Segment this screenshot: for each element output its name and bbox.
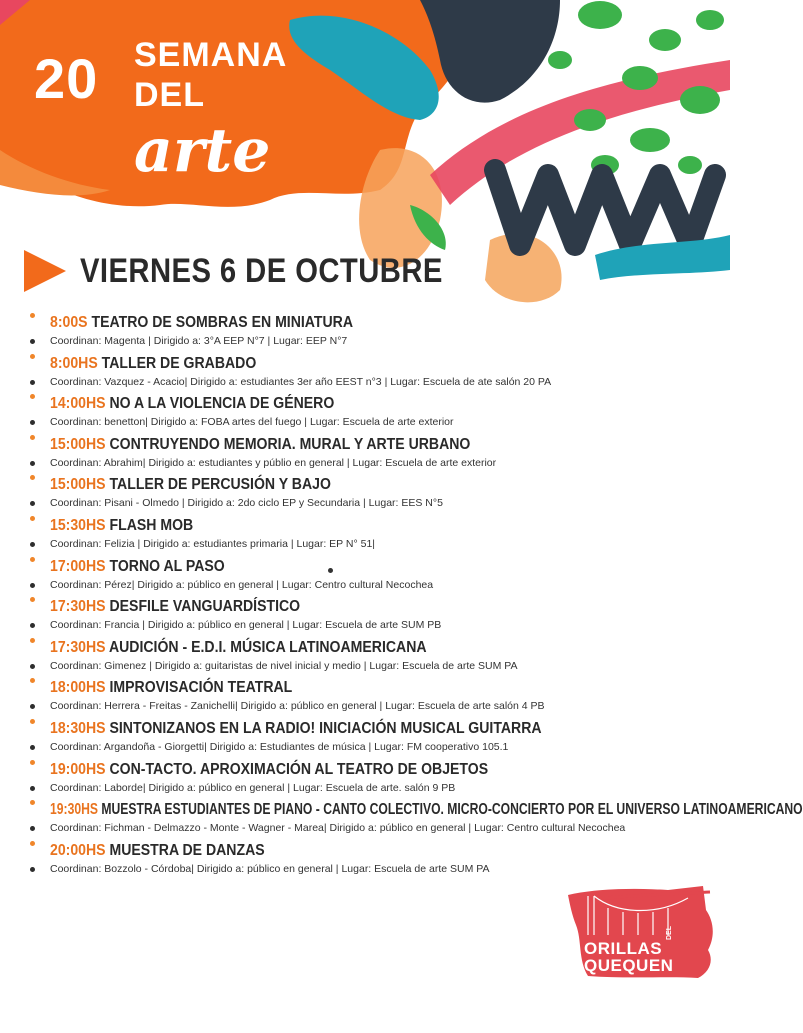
event-info: Coordinan: Abrahim| Dirigido a: estudiantes y públio en general | Lugar: Escuela de arte exterior [50,456,497,469]
light-orange-patch [359,148,442,268]
event-name: TALLER DE GRABADO [101,354,257,372]
event-item [0,515,730,556]
bullet-icon [30,354,35,359]
event-time: 8:00S [50,314,88,331]
event-item [0,556,730,597]
event-title [50,679,292,697]
event-info: Coordinan: Felizia | Dirigido a: estudiantes primaria | Lugar: EP N° 51| [50,537,376,550]
bullet-icon [30,313,35,318]
event-time: 8:00HS [50,354,98,372]
event-name: MUESTRA ESTUDIANTES DE PIANO - CANTO COLECTIVO. MICRO-CONCIERTO POR EL UNIVERSO LATINOAMERICANO [101,801,803,819]
event-title [50,842,265,860]
title-arte: arte [134,116,271,186]
logo-line-2: QUEQUEN [584,956,674,975]
event-title [50,558,225,576]
event-name: TORNO AL PASO [109,557,225,575]
event-info: Coordinan: Francia | Dirigido a: público en general | Lugar: Escuela de arte SUM PB [50,619,442,632]
event-name: AUDICIÓN - E.D.I. MÚSICA LATINOAMERICANA [108,638,427,656]
event-name: CON-TACTO. APROXIMACIÓN AL TEATRO DE OBJETOS [109,760,489,778]
event-time: 15:00HS [50,476,106,494]
event-time: 18:00HS [50,679,106,697]
bullet-icon [30,638,35,643]
event-info: Coordinan: Herrera - Freitas - Zanichelli| Dirigido a: público en general | Lugar: Escuela de arte salón 4 PB [50,700,545,713]
bullet-icon [30,867,35,872]
bullet-icon [30,800,35,805]
dark-zigzag [495,170,715,245]
event-title [50,720,542,738]
event-title [50,436,470,454]
event-title [50,639,427,657]
bullet-icon [30,380,35,385]
event-info: Coordinan: benetton| Dirigido a: FOBA artes del fuego | Lugar: Escuela de arte exterior [50,416,454,429]
play-arrow-icon [24,250,66,292]
logo-small-del: DEL [666,926,673,940]
event-name: TEATRO DE SOMBRAS EN MINIATURA [91,314,354,331]
bullet-icon [30,501,35,506]
event-item [0,759,730,800]
event-name: FLASH MOB [109,516,194,534]
event-info: Coordinan: Bozzolo - Córdoba| Dirigido a: público en general | Lugar: Escuela de arte SUM PA [50,862,490,875]
event-name: NO A LA VIOLENCIA DE GÉNERO [109,395,335,413]
event-title [50,476,331,494]
event-title [50,314,353,332]
bullet-icon [30,420,35,425]
event-info: Coordinan: Vazquez - Acacio| Dirigido a: estudiantes 3er año EEST n°3 | Lugar: Escuela de ate salón 20 PA [50,375,552,388]
event-info: Coordinan: Argandoña - Giorgetti| Dirigido a: Estudiantes de música | Lugar: FM cooperativo 105.1 [50,740,509,753]
day-title: VIERNES 6 DE OCTUBRE [80,252,443,290]
event-title [50,598,300,616]
event-item [0,474,730,515]
bullet-icon [30,841,35,846]
event-title [50,517,193,535]
event-time: 17:30HS [50,638,106,656]
event-item [0,799,803,840]
bullet-icon [30,542,35,547]
event-item [0,312,730,353]
event-name: DESFILE VANGUARDÍSTICO [109,598,301,616]
event-time: 18:30HS [50,719,106,737]
event-item [0,718,730,759]
bullet-icon [30,475,35,480]
event-name: SINTONIZANOS EN LA RADIO! INICIACIÓN MUSICAL GUITARRA [109,719,542,737]
bullet-icon [30,745,35,750]
edition-number: 20 [34,47,99,110]
event-item [0,353,730,394]
bullet-icon [30,597,35,602]
bullet-icon [30,786,35,791]
bullet-icon [30,826,35,831]
bullet-icon [30,623,35,628]
bullet-icon [30,704,35,709]
event-list [0,312,803,880]
event-item [0,596,730,637]
bullet-icon [30,435,35,440]
bullet-icon [30,461,35,466]
event-info: Coordinan: Pérez| Dirigido a: público en general | Lugar: Centro cultural Necochea [50,578,434,591]
bullet-icon [30,664,35,669]
event-title [50,355,256,373]
bullet-icon [30,678,35,683]
bullet-icon [30,719,35,724]
event-title [50,761,488,779]
event-time: 17:00HS [50,557,106,575]
event-time: 17:30HS [50,598,106,616]
title-semana: SEMANA [134,36,288,74]
event-item [0,637,730,678]
event-name: MUESTRA DE DANZAS [109,841,265,859]
bullet-icon [30,394,35,399]
logo-line-1: ORILLAS [584,939,663,958]
event-item [0,677,730,718]
event-item [0,393,730,434]
bullet-icon [30,516,35,521]
event-info: Coordinan: Laborde| Dirigido a: público en general | Lugar: Escuela de arte. salón 9 PB [50,781,456,794]
event-time: 15:30HS [50,516,106,534]
bullet-icon [30,339,35,344]
event-time: 19:00HS [50,760,106,778]
event-time: 15:00HS [50,435,106,453]
bullet-icon [30,760,35,765]
event-info: Coordinan: Magenta | Dirigido a: 3°A EEP N°7 | Lugar: EEP N°7 [50,335,348,347]
event-time: 14:00HS [50,395,106,413]
event-time: 19:30HS [50,801,98,819]
green-blobs [548,1,724,175]
title-del: DEL [134,76,205,114]
bullet-icon [30,557,35,562]
event-item [0,840,730,881]
event-info: Coordinan: Gimenez | Dirigido a: guitaristas de nivel inicial y medio | Lugar: Escuela de arte SUM PA [50,659,518,672]
event-name: IMPROVISACIÓN TEATRAL [109,679,293,697]
bullet-icon [328,568,333,573]
event-title [50,395,334,413]
event-name: CONTRUYENDO MEMORIA. MURAL Y ARTE URBANO [109,435,471,453]
event-info: Coordinan: Fichman - Delmazzo - Monte - Wagner - Marea| Dirigido a: público en general | Lugar: Centro cultural Necochea [50,822,626,835]
event-info: Coordinan: Pisani - Olmedo | Dirigido a: 2do ciclo EP y Secundaria | Lugar: EES N°5 [50,497,443,510]
event-time: 20:00HS [50,841,106,859]
event-name: TALLER DE PERCUSIÓN Y BAJO [109,476,331,494]
bullet-icon [30,583,35,588]
event-title [50,801,803,819]
event-item [0,434,730,475]
